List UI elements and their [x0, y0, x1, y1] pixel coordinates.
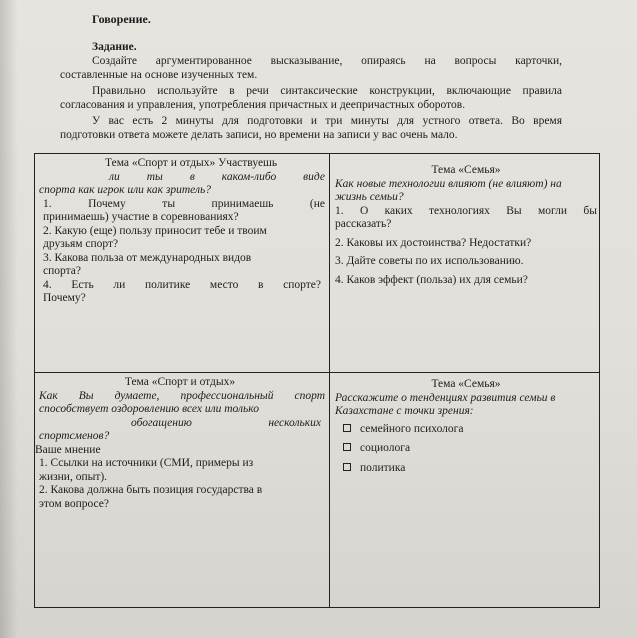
- card-sport-2-question: Как Вы думаете, профессиональный спорт: [39, 389, 325, 402]
- card-sport-1-question-2: спорта как игрок или как зритель?: [39, 184, 211, 196]
- checkbox-square-icon: [343, 443, 351, 451]
- card-family-1-item: 4. Каков эффект (польза) их для семьи?: [335, 273, 528, 286]
- card-family-1-question-2: жизнь семьи?: [335, 191, 404, 203]
- option-label: социолога: [360, 442, 411, 454]
- card-family-2-question-1: Расскажите о тенденциях развития семьи в: [335, 391, 556, 404]
- card-family-1-item: 3. Дайте советы по их использованию.: [335, 255, 524, 267]
- card-sport-1-question-1: ли ты в каком-либо виде: [109, 170, 325, 183]
- card-sport-2-title: Тема «Спорт и отдых»: [124, 376, 236, 388]
- task-line-5: У вас есть 2 минуты для подготовки и три минуты для устного ответа. Во время: [92, 115, 562, 127]
- card-sport-1-item: принимаешь) участие в соревнованиях?: [43, 211, 239, 223]
- card-sport-1-item: 2. Какую (еще) пользу приносит тебе и твоим: [43, 224, 267, 237]
- checkbox-square-icon: [343, 424, 351, 432]
- task-line-3: Правильно используйте в речи синтаксические конструкции, включающие правила: [92, 85, 562, 97]
- card-sport-2-question: способствует оздоровлению всех или только: [39, 403, 259, 415]
- card-sport-1: [39, 157, 325, 306]
- page-shadow: [0, 0, 18, 638]
- option-label: семейного психолога: [360, 422, 464, 435]
- option-label: политика: [360, 461, 406, 474]
- task-line-2: составленные на основе изученных тем.: [60, 69, 258, 81]
- card-family-2: [335, 378, 597, 475]
- card-sport-1-title: Тема «Спорт и отдых» Участвуешь: [105, 157, 278, 169]
- card-family-1: [335, 164, 597, 287]
- card-sport-1-item: спорта?: [43, 265, 81, 277]
- option-row: [335, 442, 597, 456]
- card-family-1-item: 2. Каковы их достоинства? Недостатки?: [335, 236, 532, 249]
- card-sport-2-item: жизни, опыт).: [39, 470, 108, 483]
- card-family-1-question-1: Как новые технологии влияют (не влияют) на: [335, 177, 562, 190]
- option-row: [335, 423, 597, 437]
- card-family-2-title: Тема «Семья»: [431, 378, 501, 390]
- card-sport-1-item: Почему?: [43, 292, 86, 304]
- card-sport-2-opinion-label: Ваше мнение: [35, 443, 101, 456]
- task-line-1: Создайте аргументированное высказывание, опираясь на вопросы карточки,: [92, 55, 562, 67]
- option-row: [335, 462, 597, 476]
- table-horizontal-divider: [35, 372, 599, 373]
- card-sport-2: [35, 376, 325, 511]
- card-sport-1-item: 4. Есть ли политике место в спорте?: [43, 278, 321, 291]
- card-sport-1-item: 1. Почему ты принимаешь (не: [43, 197, 325, 210]
- card-family-1-title: Тема «Семья»: [431, 164, 501, 176]
- card-sport-1-item: 3. Какова польза от международных видов: [43, 251, 252, 264]
- section-title: Говорение.: [92, 12, 151, 26]
- task-line-4: согласования и управления, употребления причастных и деепричастных оборотов.: [60, 99, 466, 111]
- checkbox-square-icon: [343, 463, 351, 471]
- card-sport-1-item: друзьям спорт?: [43, 238, 119, 250]
- card-sport-2-question: обогащению нескольких: [131, 416, 321, 429]
- card-family-2-question-2: Казахстане с точки зрения:: [335, 405, 474, 417]
- card-sport-2-question: спортсменов?: [39, 430, 110, 442]
- card-sport-2-item: 2. Какова должна быть позиция государства в: [39, 484, 263, 496]
- table-vertical-divider: [329, 154, 330, 607]
- task-label: Задание.: [92, 41, 137, 53]
- card-sport-2-item: 1. Ссылки на источники (СМИ, примеры из: [39, 457, 254, 469]
- card-sport-2-item: этом вопросе?: [39, 497, 109, 510]
- card-family-1-item: рассказать?: [335, 218, 392, 230]
- card-family-1-item: 1. О каких технологиях Вы могли бы: [335, 204, 597, 217]
- task-line-6: подготовки ответа можете делать записи, но времени на записи у вас очень мало.: [60, 129, 458, 141]
- cards-table: [34, 153, 600, 608]
